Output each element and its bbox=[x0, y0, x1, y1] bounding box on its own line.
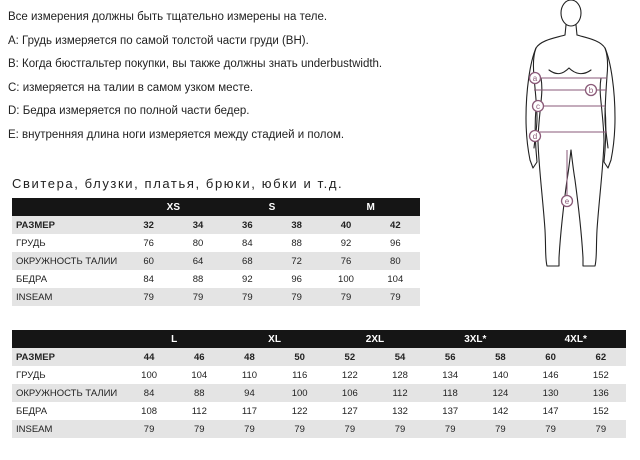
marker-b bbox=[586, 85, 597, 96]
row-label: БЕДРА bbox=[16, 273, 48, 285]
table-cell: 62 bbox=[595, 351, 607, 363]
table-cell: 79 bbox=[390, 291, 401, 303]
table-cell: 110 bbox=[241, 369, 258, 381]
table-cell: 116 bbox=[292, 369, 308, 381]
table-cell: 147 bbox=[542, 405, 559, 417]
instruction-line: B: Когда бюстгальтер покупки, вы также должны знать underbustwidth. bbox=[8, 58, 383, 71]
row-label: РАЗМЕР bbox=[16, 351, 55, 363]
table-row bbox=[12, 252, 420, 270]
table-cell: 79 bbox=[143, 423, 155, 435]
table-cell: 88 bbox=[291, 237, 302, 249]
row-label: INSEAM bbox=[16, 423, 53, 435]
table-cell: 142 bbox=[492, 405, 509, 417]
row-label: ГРУДЬ bbox=[16, 237, 46, 249]
garments-subtitle: Свитера, блузки, платья, брюки, юбки и т.д. bbox=[12, 176, 344, 191]
table-cell: 134 bbox=[442, 369, 459, 381]
row-label: ОКРУЖНОСТЬ ТАЛИИ bbox=[16, 387, 118, 399]
table-cell: 80 bbox=[390, 255, 401, 267]
table-cell: 104 bbox=[387, 273, 404, 285]
size-group-header bbox=[12, 330, 626, 348]
table-cell: 79 bbox=[244, 423, 255, 435]
marker-c bbox=[533, 101, 544, 112]
row-label: ОКРУЖНОСТЬ ТАЛИИ bbox=[16, 255, 118, 267]
table-cell: 152 bbox=[592, 369, 609, 381]
table-cell: 48 bbox=[244, 351, 255, 363]
table-cell: 112 bbox=[392, 387, 408, 399]
table-cell: 64 bbox=[192, 255, 204, 267]
table-cell: 94 bbox=[244, 387, 255, 399]
table-cell: 79 bbox=[595, 423, 607, 435]
table-cell: 122 bbox=[341, 369, 358, 381]
instruction-line: C: измеряется на талии в самом узком месте. bbox=[8, 81, 254, 94]
table-cell: 79 bbox=[143, 291, 154, 303]
table-cell: 79 bbox=[444, 423, 456, 435]
table-cell: 32 bbox=[143, 219, 154, 231]
table-cell: 118 bbox=[442, 387, 458, 399]
table-cell: 127 bbox=[341, 405, 358, 417]
measurement-instructions bbox=[8, 6, 508, 148]
table-row bbox=[12, 348, 626, 366]
table-cell: 112 bbox=[191, 405, 207, 417]
table-cell: 88 bbox=[193, 387, 205, 399]
table-cell: 84 bbox=[242, 237, 253, 249]
table-cell: 88 bbox=[192, 273, 204, 285]
table-cell: 84 bbox=[143, 387, 155, 399]
table-cell: 96 bbox=[390, 237, 401, 249]
size-group: S bbox=[223, 198, 322, 216]
table-cell: 79 bbox=[291, 291, 302, 303]
table-cell: 128 bbox=[392, 369, 408, 381]
marker-d-label: d bbox=[532, 132, 538, 141]
table-cell: 76 bbox=[340, 255, 352, 267]
table-cell: 68 bbox=[242, 255, 253, 267]
table-cell: 79 bbox=[192, 291, 204, 303]
instruction-line: E: внутренняя длина ноги измеряется между стадией и полом. bbox=[8, 128, 345, 141]
marker-a-label: a bbox=[532, 74, 538, 83]
table-cell: 130 bbox=[542, 387, 559, 399]
marker-b-label: b bbox=[588, 86, 594, 95]
table-cell: 79 bbox=[340, 291, 352, 303]
row-label: РАЗМЕР bbox=[16, 219, 55, 231]
marker-e bbox=[562, 196, 573, 207]
table-cell: 44 bbox=[143, 351, 155, 363]
table-cell: 60 bbox=[545, 351, 556, 363]
table-cell: 146 bbox=[542, 369, 559, 381]
table-cell: 52 bbox=[344, 351, 356, 363]
table-cell: 79 bbox=[394, 423, 406, 435]
table-cell: 79 bbox=[545, 423, 556, 435]
table-cell: 100 bbox=[291, 387, 308, 399]
table-cell: 132 bbox=[392, 405, 408, 417]
size-group: M bbox=[321, 198, 420, 216]
figure-markers bbox=[530, 73, 597, 207]
table-row bbox=[12, 384, 626, 402]
table-cell: 137 bbox=[442, 405, 459, 417]
table-cell: 124 bbox=[492, 387, 509, 399]
table-cell: 34 bbox=[192, 219, 204, 231]
instruction-line: Все измерения должны быть тщательно измерены на теле. bbox=[8, 11, 328, 23]
table-cell: 76 bbox=[143, 237, 154, 249]
table-cell: 79 bbox=[193, 423, 205, 435]
size-table-large bbox=[12, 330, 626, 438]
size-group: 3XL* bbox=[425, 330, 525, 348]
table-row bbox=[12, 270, 420, 288]
size-group: 4XL* bbox=[526, 330, 627, 348]
table-cell: 46 bbox=[193, 351, 205, 363]
table-cell: 42 bbox=[390, 219, 401, 231]
table-cell: 122 bbox=[291, 405, 308, 417]
table-cell: 79 bbox=[344, 423, 356, 435]
table-cell: 80 bbox=[192, 237, 204, 249]
table-row bbox=[12, 288, 420, 306]
table-cell: 108 bbox=[141, 405, 158, 417]
table-cell: 117 bbox=[241, 405, 258, 417]
table-cell: 40 bbox=[340, 219, 352, 231]
table-cell: 136 bbox=[592, 387, 609, 399]
size-group: L bbox=[124, 330, 224, 348]
table-row bbox=[12, 402, 626, 420]
table-cell: 79 bbox=[495, 423, 506, 435]
table-cell: 38 bbox=[291, 219, 302, 231]
table-cell: 72 bbox=[291, 255, 302, 267]
row-label: INSEAM bbox=[16, 291, 53, 303]
table-cell: 36 bbox=[242, 219, 253, 231]
table-row bbox=[12, 216, 420, 234]
table-cell: 100 bbox=[338, 273, 354, 285]
table-cell: 84 bbox=[143, 273, 154, 285]
size-group-header bbox=[12, 198, 420, 216]
size-group: XL bbox=[224, 330, 324, 348]
table-cell: 92 bbox=[340, 237, 352, 249]
table-cell: 50 bbox=[294, 351, 305, 363]
table-cell: 58 bbox=[495, 351, 506, 363]
table-row bbox=[12, 234, 420, 252]
table-cell: 140 bbox=[492, 369, 509, 381]
table-cell: 92 bbox=[242, 273, 253, 285]
table-cell: 106 bbox=[341, 387, 358, 399]
table-cell: 104 bbox=[191, 369, 208, 381]
table-row bbox=[12, 366, 626, 384]
table-cell: 96 bbox=[291, 273, 302, 285]
table-cell: 152 bbox=[592, 405, 609, 417]
size-table-small bbox=[12, 198, 420, 306]
marker-d bbox=[530, 131, 541, 142]
table-cell: 56 bbox=[444, 351, 456, 363]
body-figure bbox=[505, 0, 640, 275]
row-label: БЕДРА bbox=[16, 405, 48, 417]
table-cell: 79 bbox=[294, 423, 305, 435]
marker-a bbox=[530, 73, 541, 84]
table-cell: 79 bbox=[242, 291, 253, 303]
table-cell: 54 bbox=[394, 351, 406, 363]
table-cell: 60 bbox=[143, 255, 154, 267]
marker-e-label: e bbox=[564, 197, 570, 206]
instruction-line: D: Бедра измеряется по полной части бедер. bbox=[8, 105, 250, 118]
table-cell: 100 bbox=[141, 369, 158, 381]
instruction-line: A: Грудь измеряется по самой толстой части груди (ВН). bbox=[8, 34, 309, 47]
table-row bbox=[12, 420, 626, 438]
size-group: 2XL bbox=[325, 330, 425, 348]
marker-c-label: c bbox=[536, 102, 540, 111]
size-group: XS bbox=[124, 198, 223, 216]
row-label: ГРУДЬ bbox=[16, 369, 46, 381]
